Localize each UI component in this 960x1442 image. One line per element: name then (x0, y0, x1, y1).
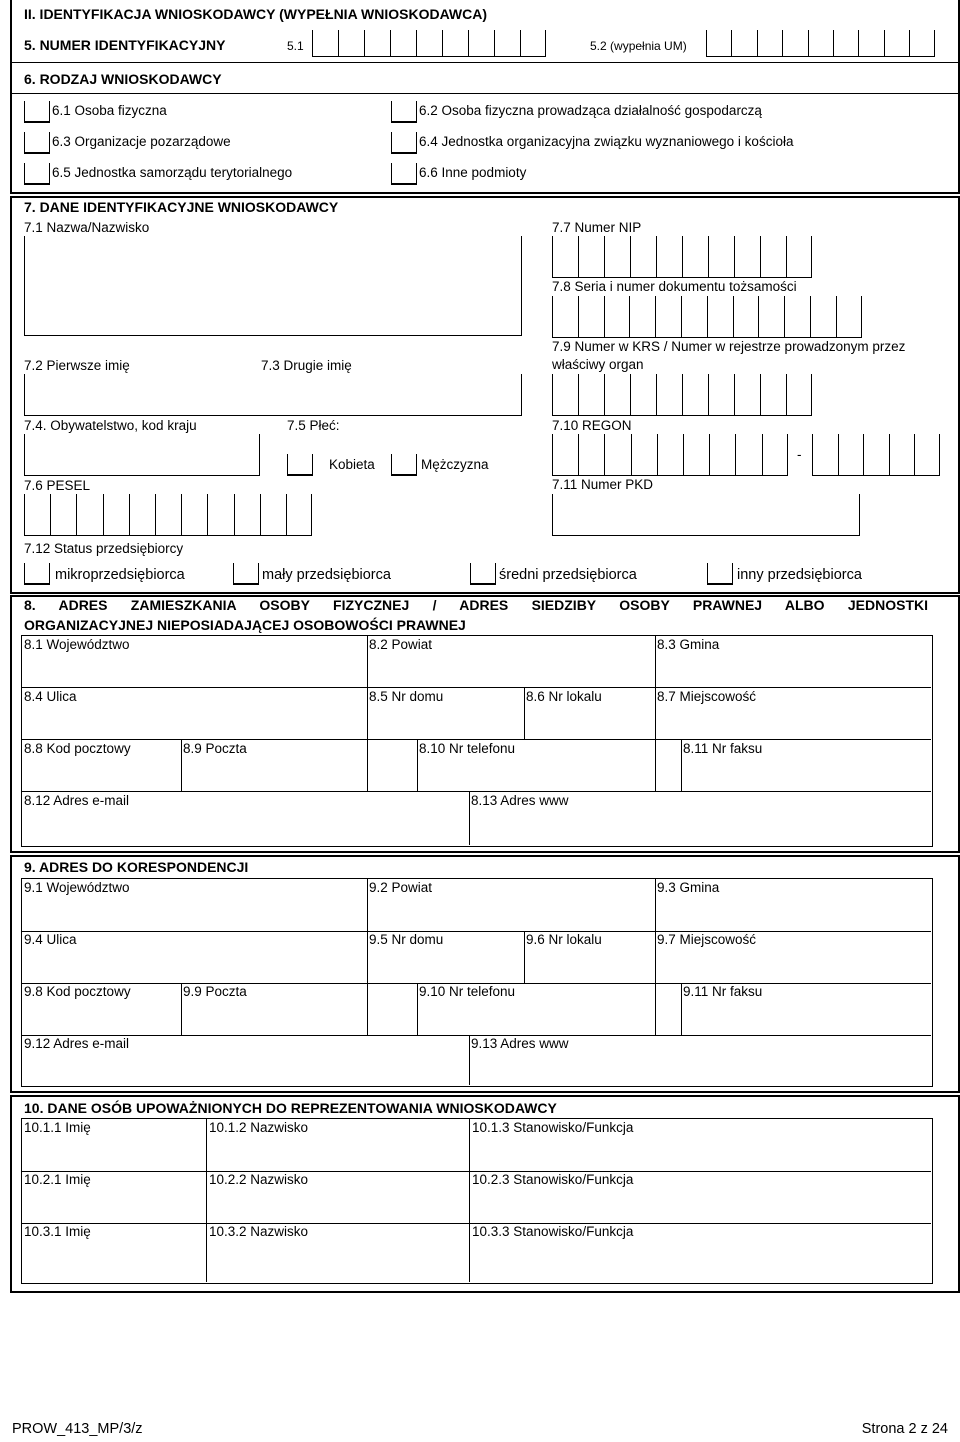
field-5-2-label: 5.2 (wypełnia UM) (590, 39, 687, 53)
character-cell[interactable] (631, 434, 657, 476)
field-9-9-label: 9.9 Poczta (183, 984, 247, 999)
section-8-title-line1: 8. ADRES ZAMIESZKANIA OSOBY FIZYCZNEJ / ADRES SIEDZIBY OSOBY PRAWNEJ ALBO JEDNOSTKI (24, 597, 928, 613)
character-cell[interactable] (838, 434, 864, 476)
character-cell[interactable] (657, 434, 683, 476)
character-cell[interactable] (681, 296, 707, 338)
character-cell[interactable] (784, 296, 810, 338)
male-label: Mężczyzna (421, 457, 489, 472)
character-cell[interactable] (76, 494, 102, 536)
divider (10, 62, 960, 63)
section-6-title: 6. RODZAJ WNIOSKODAWCY (24, 71, 222, 87)
character-cell[interactable] (578, 296, 604, 338)
checkbox-female[interactable] (287, 454, 313, 476)
checkbox-small[interactable] (233, 563, 259, 585)
option-6-2-label: 6.2 Osoba fizyczna prowadząca działalność gospodarczą (419, 103, 762, 118)
option-6-4-label: 6.4 Jednostka organizacyjna związku wyznaniowego i kościoła (419, 134, 794, 149)
option-6-1-label: 6.1 Osoba fizyczna (52, 103, 167, 118)
checkbox-6-5[interactable] (24, 163, 50, 185)
field-7-9-label-line1: 7.9 Numer w KRS / Numer w rejestrze prowadzonym przez (552, 339, 906, 354)
field-9-1-label: 9.1 Województwo (24, 880, 130, 895)
character-cell[interactable] (656, 236, 682, 278)
field-7-3-label: 7.3 Drugie imię (261, 358, 352, 373)
character-cell[interactable] (656, 374, 682, 416)
field-7-7-cells[interactable] (552, 236, 812, 278)
field-8-9-label: 8.9 Poczta (183, 741, 247, 756)
checkbox-other[interactable] (707, 563, 733, 585)
character-cell[interactable] (578, 236, 604, 278)
character-cell[interactable] (155, 494, 181, 536)
field-10-2-2-label: 10.2.2 Nazwisko (209, 1172, 309, 1187)
character-cell[interactable] (207, 494, 233, 536)
character-cell[interactable] (683, 434, 709, 476)
character-cell[interactable] (552, 374, 578, 416)
character-cell[interactable] (24, 494, 50, 536)
character-cell[interactable] (909, 30, 934, 57)
character-cell[interactable] (762, 434, 788, 476)
field-10-3-1-label: 10.3.1 Imię (24, 1224, 91, 1239)
character-cell[interactable] (884, 30, 909, 57)
field-7-8-cells[interactable] (552, 296, 862, 338)
character-cell[interactable] (858, 30, 883, 57)
character-cell[interactable] (552, 296, 578, 338)
micro-label: mikroprzedsiębiorca (55, 567, 185, 583)
character-cell[interactable] (260, 494, 286, 536)
field-7-4-input[interactable] (24, 434, 260, 476)
field-10-2-3-label: 10.2.3 Stanowisko/Funkcja (472, 1172, 634, 1187)
field-8-10-label: 8.10 Nr telefonu (419, 741, 516, 756)
field-5-2-cells[interactable] (706, 30, 935, 57)
field-9-12-label: 9.12 Adres e-mail (24, 1036, 130, 1051)
field-8-4-label: 8.4 Ulica (24, 689, 77, 704)
footer-page-number: Strona 2 z 24 (861, 1421, 948, 1437)
field-8-11-label: 8.11 Nr faksu (683, 741, 763, 756)
character-cell[interactable] (416, 30, 442, 57)
field-9-7-label: 9.7 Miejscowość (657, 932, 757, 947)
field-7-9-cells[interactable] (552, 374, 812, 416)
field-7-8-label: 7.8 Seria i numer dokumentu tożsamości (552, 279, 797, 294)
small-label: mały przedsiębiorca (262, 567, 391, 583)
character-cell[interactable] (364, 30, 390, 57)
checkbox-micro[interactable] (24, 563, 50, 585)
field-9-8-label: 9.8 Kod pocztowy (24, 984, 131, 999)
section-7-title: 7. DANE IDENTYFIKACYJNE WNIOSKODAWCY (24, 199, 339, 215)
character-cell[interactable] (578, 434, 604, 476)
footer-form-code: PROW_413_MP/3/z (12, 1421, 143, 1437)
field-10-1-2-label: 10.1.2 Nazwisko (209, 1120, 309, 1135)
field-7-4-label: 7.4. Obywatelstwo, kod kraju (24, 418, 197, 433)
character-cell[interactable] (655, 296, 681, 338)
character-cell[interactable] (914, 434, 940, 476)
character-cell[interactable] (733, 296, 759, 338)
character-cell[interactable] (630, 374, 656, 416)
character-cell[interactable] (808, 30, 833, 57)
checkbox-6-4[interactable] (391, 132, 417, 154)
field-8-3-label: 8.3 Gmina (657, 637, 720, 652)
character-cell[interactable] (682, 374, 708, 416)
field-10-3-2-label: 10.3.2 Nazwisko (209, 1224, 309, 1239)
character-cell[interactable] (578, 374, 604, 416)
section-10-table (21, 1118, 933, 1284)
field-7-2-label: 7.2 Pierwsze imię (24, 358, 130, 373)
character-cell[interactable] (468, 30, 494, 57)
character-cell[interactable] (833, 30, 858, 57)
character-cell[interactable] (552, 236, 578, 278)
character-cell[interactable] (706, 30, 731, 57)
checkbox-6-2[interactable] (391, 101, 417, 123)
field-7-6-label: 7.6 PESEL (24, 478, 91, 493)
character-cell[interactable] (181, 494, 207, 536)
character-cell[interactable] (604, 434, 630, 476)
character-cell[interactable] (129, 494, 155, 536)
field-7-10-label: 7.10 REGON (552, 418, 632, 433)
field-9-2-label: 9.2 Powiat (369, 880, 433, 895)
character-cell[interactable] (707, 296, 733, 338)
field-5-1-cells[interactable] (312, 30, 546, 57)
regon-dash: - (797, 447, 802, 462)
field-8-8-label: 8.8 Kod pocztowy (24, 741, 131, 756)
character-cell[interactable] (286, 494, 312, 536)
character-cell[interactable] (734, 236, 760, 278)
field-9-13-label: 9.13 Adres www (471, 1036, 569, 1051)
field-7-10-cells-a[interactable] (552, 434, 788, 476)
character-cell[interactable] (708, 236, 734, 278)
field-7-11-label: 7.11 Numer PKD (552, 477, 654, 492)
medium-label: średni przedsiębiorca (499, 567, 637, 583)
field-8-1-label: 8.1 Województwo (24, 637, 130, 652)
female-label: Kobieta (329, 457, 375, 472)
field-7-7-label: 7.7 Numer NIP (552, 220, 642, 235)
option-6-3-label: 6.3 Organizacje pozarządowe (52, 134, 231, 149)
checkbox-medium[interactable] (470, 563, 496, 585)
character-cell[interactable] (338, 30, 364, 57)
field-7-5-label: 7.5 Płeć: (287, 418, 340, 433)
character-cell[interactable] (734, 374, 760, 416)
character-cell[interactable] (758, 296, 784, 338)
character-cell[interactable] (629, 296, 655, 338)
character-cell[interactable] (760, 374, 786, 416)
character-cell[interactable] (709, 434, 735, 476)
character-cell[interactable] (760, 236, 786, 278)
character-cell[interactable] (889, 434, 915, 476)
field-8-2-label: 8.2 Powiat (369, 637, 433, 652)
field-10-1-3-label: 10.1.3 Stanowisko/Funkcja (472, 1120, 634, 1135)
field-9-3-label: 9.3 Gmina (657, 880, 720, 895)
field-7-12-label: 7.12 Status przedsiębiorcy (24, 541, 184, 556)
character-cell[interactable] (782, 30, 807, 57)
field-8-13-label: 8.13 Adres www (471, 793, 569, 808)
character-cell[interactable] (552, 434, 578, 476)
character-cell[interactable] (786, 236, 812, 278)
character-cell[interactable] (836, 296, 862, 338)
field-7-11-input[interactable] (552, 494, 860, 536)
section-2-title: II. IDENTYFIKACJA WNIOSKODAWCY (WYPEŁNIA WNIOSKODAWCA) (24, 6, 488, 22)
section-10-title: 10. DANE OSÓB UPOWAŻNIONYCH DO REPREZENTOWANIA WNIOSKODAWCY (24, 1100, 557, 1116)
character-cell[interactable] (604, 374, 630, 416)
checkbox-male[interactable] (391, 454, 417, 476)
character-cell[interactable] (812, 434, 838, 476)
section-5-title: 5. NUMER IDENTYFIKACYJNY (24, 37, 226, 53)
field-8-12-label: 8.12 Adres e-mail (24, 793, 130, 808)
field-7-9-label-line2: właściwy organ (552, 357, 644, 372)
field-5-1-label: 5.1 (287, 39, 304, 53)
checkbox-6-6[interactable] (391, 163, 417, 185)
field-7-1-input[interactable] (24, 236, 522, 336)
section-9-table (21, 878, 933, 1087)
option-6-5-label: 6.5 Jednostka samorządu terytorialnego (52, 165, 293, 180)
field-9-5-label: 9.5 Nr domu (369, 932, 444, 947)
character-cell[interactable] (708, 374, 734, 416)
character-cell[interactable] (494, 30, 520, 57)
field-9-10-label: 9.10 Nr telefonu (419, 984, 516, 999)
character-cell[interactable] (312, 30, 338, 57)
field-7-10-cells-b[interactable] (812, 434, 940, 476)
character-cell[interactable] (630, 236, 656, 278)
field-10-1-1-label: 10.1.1 Imię (24, 1120, 91, 1135)
character-cell[interactable] (520, 30, 546, 57)
character-cell[interactable] (103, 494, 129, 536)
character-cell[interactable] (810, 296, 836, 338)
character-cell[interactable] (682, 236, 708, 278)
character-cell[interactable] (442, 30, 468, 57)
character-cell[interactable] (390, 30, 416, 57)
field-9-4-label: 9.4 Ulica (24, 932, 77, 947)
field-9-6-label: 9.6 Nr lokalu (526, 932, 602, 947)
character-cell[interactable] (863, 434, 889, 476)
checkbox-6-1[interactable] (24, 101, 50, 123)
field-10-2-1-label: 10.2.1 Imię (24, 1172, 91, 1187)
field-7-1-label: 7.1 Nazwa/Nazwisko (24, 220, 150, 235)
option-6-6-label: 6.6 Inne podmioty (419, 165, 527, 180)
character-cell[interactable] (786, 374, 812, 416)
field-9-11-label: 9.11 Nr faksu (683, 984, 763, 999)
character-cell[interactable] (731, 30, 756, 57)
field-7-2-7-3-input[interactable] (24, 374, 522, 416)
field-8-7-label: 8.7 Miejscowość (657, 689, 757, 704)
character-cell[interactable] (234, 494, 260, 536)
character-cell[interactable] (50, 494, 76, 536)
character-cell[interactable] (735, 434, 761, 476)
section-8-title-line2: ORGANIZACYJNEJ NIEPOSIADAJĄCEJ OSOBOWOŚCI PRAWNEJ (24, 617, 466, 633)
checkbox-6-3[interactable] (24, 132, 50, 154)
divider (10, 93, 960, 94)
character-cell[interactable] (604, 236, 630, 278)
field-7-6-cells[interactable] (24, 494, 312, 536)
field-10-3-3-label: 10.3.3 Stanowisko/Funkcja (472, 1224, 634, 1239)
character-cell[interactable] (604, 296, 630, 338)
other-label: inny przedsiębiorca (737, 567, 862, 583)
section-9-title: 9. ADRES DO KORESPONDENCJI (24, 859, 249, 875)
field-8-6-label: 8.6 Nr lokalu (526, 689, 602, 704)
character-cell[interactable] (757, 30, 782, 57)
field-8-5-label: 8.5 Nr domu (369, 689, 444, 704)
